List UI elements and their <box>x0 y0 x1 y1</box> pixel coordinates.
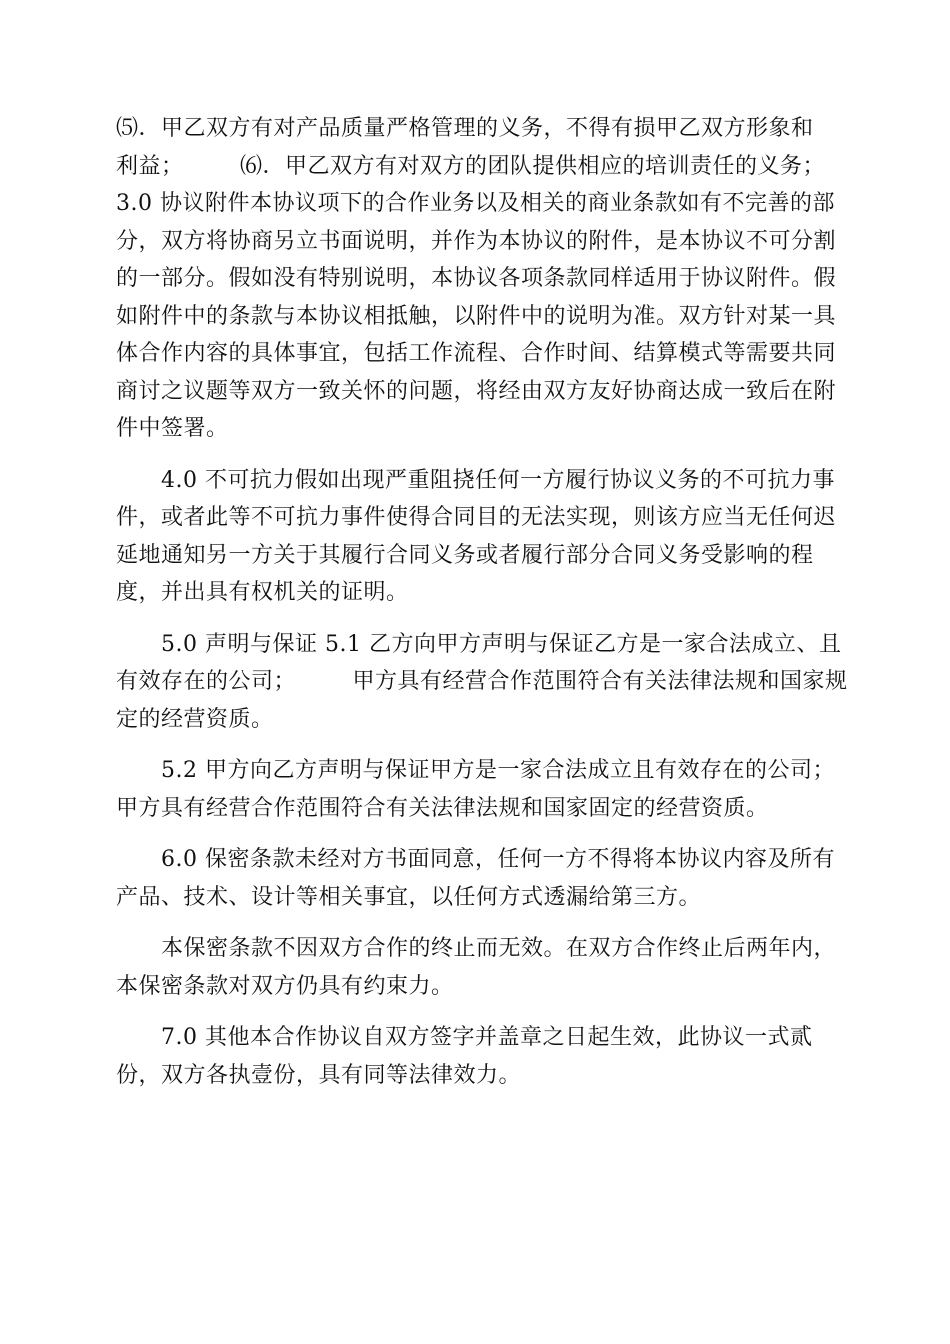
text-line: 有效存在的公司； 甲方具有经营合作范围符合有关法律法规和国家规 <box>116 669 848 694</box>
document-page <box>116 110 848 1114</box>
text-line: 定的经营资质。 <box>116 706 274 732</box>
text-line: 的一部分。假如没有特别说明，本协议各项条款同样适用于协议附件。假 <box>116 266 837 291</box>
text-line: 分，双方将协商另立书面说明，并作为本协议的附件，是本协议不可分割 <box>116 228 837 254</box>
paragraph-clause-5-1 <box>116 626 848 739</box>
text-line: 利益； ⑹．甲乙双方有对双方的团队提供相应的培训责任的义务； <box>116 153 826 179</box>
text-line: 4.0 不可抗力假如出现严重阻挠任何一方履行协议义务的不可抗力事 <box>116 467 835 493</box>
paragraph-clause-6-continued <box>116 930 837 1005</box>
text-line: 本保密条款对双方仍具有约束力。 <box>116 973 454 999</box>
text-line: 本保密条款不因双方合作的终止而无效。在双方合作终止后两年内， <box>116 936 837 961</box>
paragraph-clause-5-2 <box>116 752 835 827</box>
text-line: 5.2 甲方向乙方声明与保证甲方是一家合法成立且有效存在的公司； <box>116 758 835 783</box>
text-line: 6.0 保密条款未经对方书面同意，任何一方不得将本协议内容及所有 <box>116 847 835 872</box>
text-line: 产品、技术、设计等相关事宜，以任何方式透漏给第三方。 <box>116 884 702 910</box>
text-line: 7.0 其他本合作协议自双方签字并盖章之日起生效，此协议一式贰 <box>116 1025 813 1050</box>
text-line: 甲方具有经营合作范围符合有关法律法规和国家固定的经营资质。 <box>116 795 769 821</box>
text-line: ⑸．甲乙双方有对产品质量严格管理的义务，不得有损甲乙双方形象和 <box>116 116 814 141</box>
paragraph-clause-7 <box>116 1019 832 1094</box>
text-line: 体合作内容的具体事宜，包括工作流程、合作时间、结算模式等需要共同 <box>116 341 837 366</box>
paragraph-clause-2-3 <box>116 110 837 448</box>
text-line: 3.0 协议附件本协议项下的合作业务以及相关的商业条款如有不完善的部 <box>116 191 835 216</box>
text-line: 延地通知另一方关于其履行合同义务或者履行部分合同义务受影响的程 <box>116 542 814 568</box>
paragraph-clause-6 <box>116 841 835 916</box>
text-line: 度，并出具有权机关的证明。 <box>116 580 409 605</box>
text-line: 5.0 声明与保证 5.1 乙方向甲方声明与保证乙方是一家合法成立、且 <box>116 631 842 657</box>
text-line: 件，或者此等不可抗力事件使得合同目的无法实现，则该方应当无任何迟 <box>116 505 837 530</box>
text-line: 商讨之议题等双方一致关怀的问题，将经由双方友好协商达成一致后在附 <box>116 378 837 404</box>
text-line: 份，双方各执壹份，具有同等法律效力。 <box>116 1062 522 1088</box>
paragraph-clause-4 <box>116 462 837 612</box>
text-line: 件中签署。 <box>116 416 229 441</box>
text-line: 如附件中的条款与本协议相抵触，以附件中的说明为准。双方针对某一具 <box>116 303 837 329</box>
